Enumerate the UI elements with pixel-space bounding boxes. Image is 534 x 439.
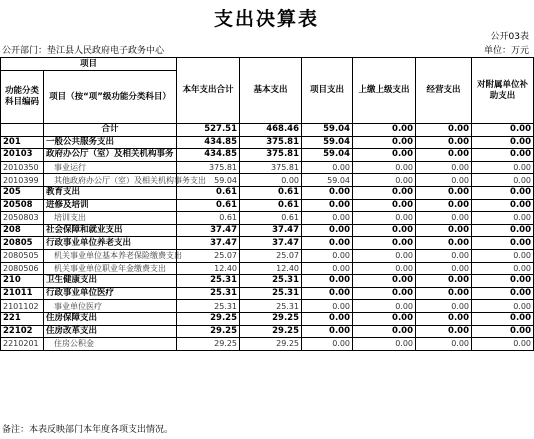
cell-project: 0.00: [302, 161, 353, 174]
cell-upper: 0.00: [353, 212, 416, 225]
header-subsidy: 对附属单位补助支出: [472, 58, 534, 124]
cell-subsidy: 0.00: [472, 136, 534, 149]
cell-name: 行政事业单位医疗: [44, 287, 177, 300]
header-total: 本年支出合计: [177, 58, 240, 124]
table-body: [1, 124, 534, 351]
cell-total: 29.25: [177, 312, 240, 325]
cell-name: 培训支出: [44, 212, 177, 225]
cell-code: 20103: [1, 149, 44, 162]
cell-name: 机关事业单位职业年金缴费支出: [44, 262, 177, 275]
cell-upper: 0.00: [353, 312, 416, 325]
cell-basic: 29.25: [240, 338, 302, 351]
cell-total: 527.51: [177, 124, 240, 137]
header-item: 项目: [1, 58, 177, 71]
cell-upper: 0.00: [353, 161, 416, 174]
cell-code: 205: [1, 186, 44, 199]
form-number: 公开03表: [490, 32, 529, 42]
cell-total: 25.31: [177, 275, 240, 288]
cell-subsidy: 0.00: [472, 287, 534, 300]
cell-subsidy: 0.00: [472, 275, 534, 288]
cell-project: 0.00: [302, 249, 353, 262]
cell-code: 2210201: [1, 338, 44, 351]
cell-upper: 0.00: [353, 124, 416, 137]
cell-total: 434.85: [177, 136, 240, 149]
table-row: [1, 275, 534, 288]
cell-name: 行政事业单位养老支出: [44, 237, 177, 250]
table-row: [1, 186, 534, 199]
cell-project: 0.00: [302, 325, 353, 338]
unit-label: 单位：万元: [483, 46, 529, 56]
cell-total: 25.31: [177, 300, 240, 313]
cell-subsidy: 0.00: [472, 212, 534, 225]
cell-business: 0.00: [416, 224, 472, 237]
table-row: [1, 312, 534, 325]
expenditure-table: [0, 57, 534, 351]
cell-name: 住房保障支出: [44, 312, 177, 325]
cell-subsidy: 0.00: [472, 186, 534, 199]
cell-total: 0.61: [177, 212, 240, 225]
cell-project: 59.04: [302, 124, 353, 137]
cell-business: 0.00: [416, 174, 472, 187]
cell-code: 221: [1, 312, 44, 325]
cell-business: 0.00: [416, 237, 472, 250]
table-row: [1, 300, 534, 313]
cell-basic: 37.47: [240, 237, 302, 250]
cell-total: 0.61: [177, 199, 240, 212]
cell-code: 201: [1, 136, 44, 149]
header-code: 功能分类科目编码: [1, 71, 44, 124]
table-row: [1, 136, 534, 149]
cell-code: 2101102: [1, 300, 44, 313]
cell-subsidy: 0.00: [472, 199, 534, 212]
cell-subsidy: 0.00: [472, 249, 534, 262]
cell-subsidy: 0.00: [472, 124, 534, 137]
cell-name: 合计: [44, 124, 177, 137]
cell-project: 0.00: [302, 186, 353, 199]
cell-basic: 0.61: [240, 199, 302, 212]
cell-name: 住房公积金: [44, 338, 177, 351]
cell-subsidy: 0.00: [472, 149, 534, 162]
cell-upper: 0.00: [353, 224, 416, 237]
cell-project: 0.00: [302, 275, 353, 288]
cell-project: 0.00: [302, 262, 353, 275]
cell-total: 0.61: [177, 186, 240, 199]
cell-code: 21011: [1, 287, 44, 300]
table-row: [1, 224, 534, 237]
cell-business: 0.00: [416, 312, 472, 325]
cell-code: 2080505: [1, 249, 44, 262]
cell-subsidy: 0.00: [472, 174, 534, 187]
cell-upper: 0.00: [353, 199, 416, 212]
table-row: [1, 325, 534, 338]
cell-code: 2050803: [1, 212, 44, 225]
header-upper: 上缴上级支出: [353, 58, 416, 124]
cell-business: 0.00: [416, 338, 472, 351]
cell-basic: 12.40: [240, 262, 302, 275]
cell-upper: 0.00: [353, 287, 416, 300]
table-row: [1, 249, 534, 262]
cell-basic: 25.31: [240, 300, 302, 313]
table-row: [1, 212, 534, 225]
cell-subsidy: 0.00: [472, 237, 534, 250]
cell-basic: 29.25: [240, 325, 302, 338]
header-basic: 基本支出: [240, 58, 302, 124]
cell-subsidy: 0.00: [472, 325, 534, 338]
cell-basic: 25.07: [240, 249, 302, 262]
cell-code: 2080506: [1, 262, 44, 275]
cell-upper: 0.00: [353, 149, 416, 162]
cell-project: 59.04: [302, 149, 353, 162]
cell-name: 一般公共服务支出: [44, 136, 177, 149]
cell-subsidy: 0.00: [472, 161, 534, 174]
cell-upper: 0.00: [353, 325, 416, 338]
cell-project: 59.04: [302, 174, 353, 187]
cell-project: 0.00: [302, 237, 353, 250]
table-row: [1, 262, 534, 275]
cell-total: 37.47: [177, 237, 240, 250]
cell-upper: 0.00: [353, 237, 416, 250]
cell-subsidy: 0.00: [472, 224, 534, 237]
cell-upper: 0.00: [353, 174, 416, 187]
cell-upper: 0.00: [353, 249, 416, 262]
cell-subsidy: 0.00: [472, 262, 534, 275]
cell-total: 59.04: [177, 174, 240, 187]
cell-name: 住房改革支出: [44, 325, 177, 338]
cell-business: 0.00: [416, 124, 472, 137]
cell-name: 机关事业单位基本养老保险缴费支出: [44, 249, 177, 262]
table-row: [1, 338, 534, 351]
footnote: 备注：本表反映部门本年度各项支出情况。: [2, 425, 174, 435]
cell-total: 37.47: [177, 224, 240, 237]
cell-total: 434.85: [177, 149, 240, 162]
cell-business: 0.00: [416, 136, 472, 149]
cell-upper: 0.00: [353, 262, 416, 275]
table-row: [1, 174, 534, 187]
cell-total: 12.40: [177, 262, 240, 275]
cell-upper: 0.00: [353, 136, 416, 149]
cell-basic: 37.47: [240, 224, 302, 237]
cell-name: 事业单位医疗: [44, 300, 177, 313]
cell-total: 29.25: [177, 338, 240, 351]
cell-total: 25.31: [177, 287, 240, 300]
cell-code: 208: [1, 224, 44, 237]
cell-subsidy: 0.00: [472, 300, 534, 313]
cell-basic: 375.81: [240, 149, 302, 162]
cell-business: 0.00: [416, 300, 472, 313]
cell-upper: 0.00: [353, 186, 416, 199]
cell-upper: 0.00: [353, 300, 416, 313]
cell-name: 事业运行: [44, 161, 177, 174]
header-project: 项目支出: [302, 58, 353, 124]
cell-upper: 0.00: [353, 338, 416, 351]
cell-total: 375.81: [177, 161, 240, 174]
cell-project: 0.00: [302, 300, 353, 313]
table-row: [1, 161, 534, 174]
cell-code: 2010399: [1, 174, 44, 187]
cell-code: [1, 124, 44, 137]
cell-basic: 0.61: [240, 212, 302, 225]
cell-basic: 375.81: [240, 136, 302, 149]
cell-business: 0.00: [416, 186, 472, 199]
cell-project: 0.00: [302, 287, 353, 300]
cell-basic: 0.61: [240, 186, 302, 199]
cell-total: 25.07: [177, 249, 240, 262]
cell-code: 2010350: [1, 161, 44, 174]
cell-project: 0.00: [302, 212, 353, 225]
cell-basic: 375.81: [240, 161, 302, 174]
cell-business: 0.00: [416, 262, 472, 275]
cell-basic: 468.46: [240, 124, 302, 137]
cell-project: 0.00: [302, 199, 353, 212]
header-business: 经营支出: [416, 58, 472, 124]
cell-business: 0.00: [416, 325, 472, 338]
cell-name: 政府办公厅（室）及相关机构事务: [44, 149, 177, 162]
cell-basic: 25.31: [240, 287, 302, 300]
cell-project: 0.00: [302, 312, 353, 325]
cell-business: 0.00: [416, 199, 472, 212]
department-label: 公开部门：垫江县人民政府电子政务中心: [2, 46, 165, 56]
cell-code: 20508: [1, 199, 44, 212]
cell-basic: 0.00: [240, 174, 302, 187]
cell-project: 0.00: [302, 224, 353, 237]
table-row: [1, 149, 534, 162]
cell-business: 0.00: [416, 161, 472, 174]
cell-name: 卫生健康支出: [44, 275, 177, 288]
cell-project: 59.04: [302, 136, 353, 149]
cell-code: 22102: [1, 325, 44, 338]
cell-name: 进修及培训: [44, 199, 177, 212]
cell-subsidy: 0.00: [472, 312, 534, 325]
cell-code: 210: [1, 275, 44, 288]
cell-basic: 29.25: [240, 312, 302, 325]
table-row: [1, 199, 534, 212]
cell-business: 0.00: [416, 287, 472, 300]
cell-total: 29.25: [177, 325, 240, 338]
header-name: 项目（按“项”级功能分类科目）: [44, 71, 177, 124]
cell-business: 0.00: [416, 275, 472, 288]
cell-business: 0.00: [416, 212, 472, 225]
cell-basic: 25.31: [240, 275, 302, 288]
cell-business: 0.00: [416, 249, 472, 262]
cell-name: 社会保障和就业支出: [44, 224, 177, 237]
page-title: 支出决算表: [213, 8, 319, 30]
cell-name: 教育支出: [44, 186, 177, 199]
cell-project: 0.00: [302, 338, 353, 351]
table-row: [1, 237, 534, 250]
cell-upper: 0.00: [353, 275, 416, 288]
total-row: [1, 124, 534, 137]
table-row: [1, 287, 534, 300]
cell-name: 其他政府办公厅（室）及相关机构事务支出: [44, 174, 177, 187]
cell-subsidy: 0.00: [472, 338, 534, 351]
cell-business: 0.00: [416, 149, 472, 162]
cell-code: 20805: [1, 237, 44, 250]
